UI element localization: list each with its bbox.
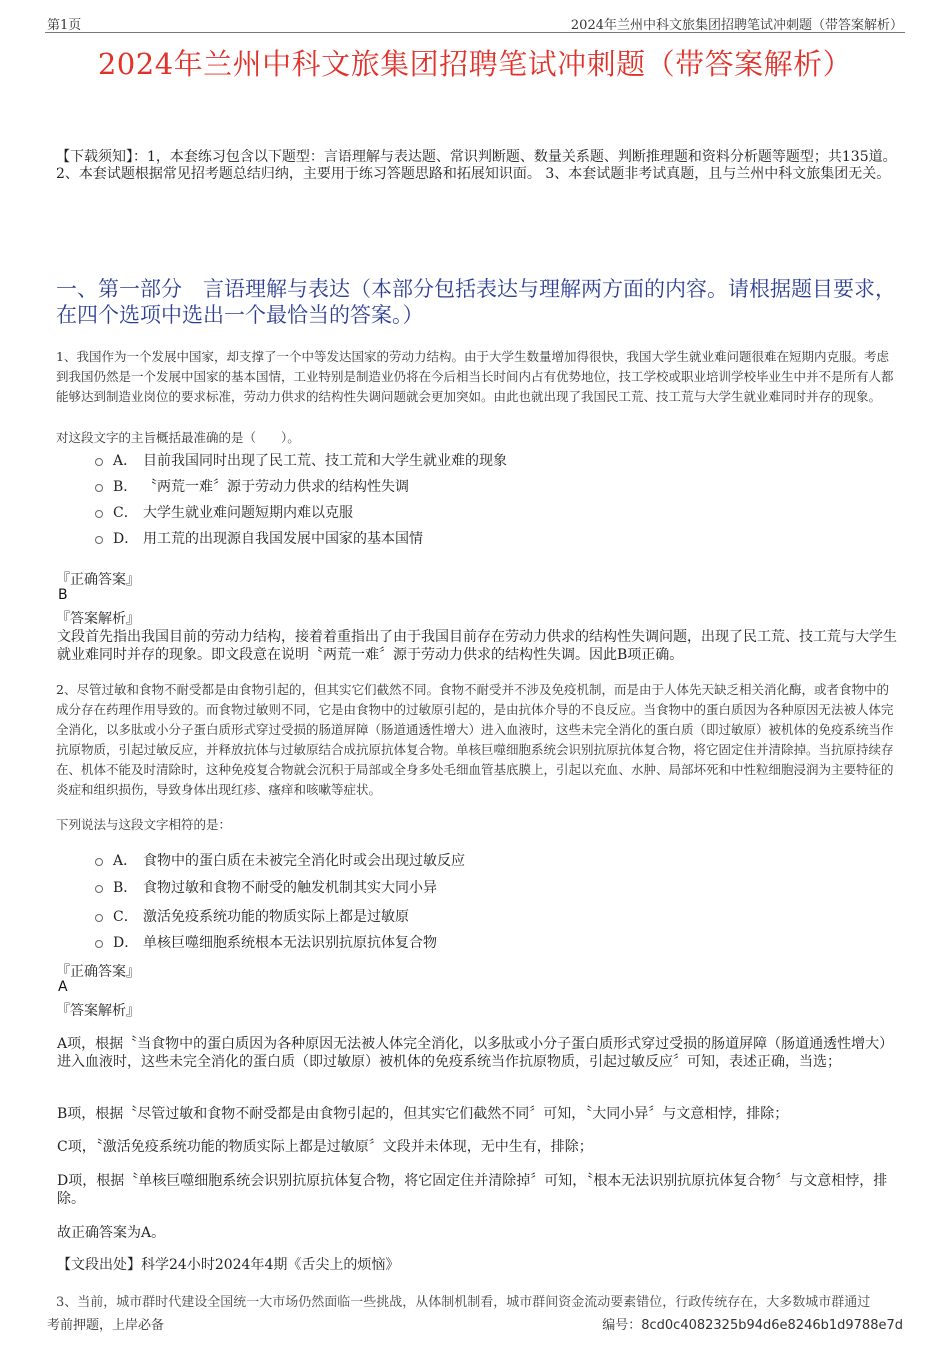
radio-icon[interactable] — [95, 484, 103, 492]
radio-icon[interactable] — [95, 458, 103, 466]
footer-id-code: 8cd0c4082325b94d6e8246b1d9788e7d — [641, 1318, 903, 1333]
radio-icon[interactable] — [95, 940, 103, 948]
option-letter: A． — [113, 453, 138, 469]
option-text: 食物中的蛋白质在未被完全消化时或会出现过敏反应 — [143, 853, 465, 869]
option-text: 目前我国同时出现了民工荒、技工荒和大学生就业难的现象 — [143, 453, 507, 469]
option-letter: A． — [113, 853, 138, 869]
option-text: 单核巨噬细胞系统根本无法识别抗原抗体复合物 — [143, 935, 437, 951]
q2-source: 【文段出处】科学24小时2024年4期《舌尖上的烦恼》 — [57, 1257, 400, 1273]
radio-icon[interactable] — [95, 885, 103, 893]
running-title: 2024年兰州中科文旅集团招聘笔试冲刺题（带答案解析） — [570, 18, 903, 33]
question-3-partial: 3、当前，城市群时代建设全国统一大市场仍然面临一些挑战，从体制机制看，城市群间资金流动要素错位，行政传统存在，大多数城市群通过 — [56, 1295, 871, 1310]
q2-conclusion: 故正确答案为A。 — [57, 1225, 166, 1241]
option-letter: D． — [113, 935, 139, 951]
radio-icon[interactable] — [95, 510, 103, 518]
question-1-stem: 对这段文字的主旨概括最准确的是（ ）。 — [56, 430, 300, 445]
q2-analysis-a: A项，根据〝当食物中的蛋白质因为各种原因无法被人体完全消化，以多肽或小分子蛋白质形式穿过受损的肠道屏障（肠道通透性增大）进入血液时，这些未完全消化的蛋白质（即过敏原）被机体的免疫系统当作抗原物质，引起过敏反应〞可知，表述正确，当选； — [57, 1036, 894, 1070]
footer-id — [602, 1314, 903, 1333]
question-2-stem: 下列说法与这段文字相符的是： — [56, 817, 232, 832]
option-text: 〝两荒一难〞源于劳动力供求的结构性失调 — [143, 479, 409, 495]
question-1-text: 1、我国作为一个发展中国家，却支撑了一个中等发达国家的劳动力结构。由于大学生数量增加得很快，我国大学生就业难问题很难在短期内克服。考虑到我国仍然是一个发展中国家的基本国情，工业特别是制造业仍将在今后相当长时间内占有优势地位，技工学校或职业培训学校毕业生中并不是所有人都能够达到制造业岗位的要求标准，劳动力供求的结构性失调问题就会更加突如。由此也就出现了我国民工荒、技工荒与大学生就业难同时并存的现象。 — [56, 349, 894, 404]
q1-analysis-label: 『答案解析』 — [56, 611, 140, 627]
q1-answer: B — [58, 587, 68, 603]
q1-option-c[interactable] — [95, 502, 353, 522]
q2-analysis-d: D项，根据〝单核巨噬细胞系统会识别抗原抗体复合物，将它固定住并清除掉〞可知，〝根本无法识别抗原抗体复合物〞与文意相悖，排除。 — [57, 1173, 888, 1207]
q2-option-b[interactable] — [95, 877, 437, 897]
q2-option-c[interactable] — [95, 906, 409, 926]
option-text: 食物过敏和食物不耐受的触发机制其实大同小异 — [143, 880, 437, 896]
q2-analysis-c: C项，〝激活免疫系统功能的物质实际上都是过敏原〞文段并未体现，无中生有，排除； — [57, 1139, 593, 1155]
footer-id-label: 编号： — [602, 1318, 642, 1333]
header-divider — [45, 32, 905, 33]
q2-analysis-label: 『答案解析』 — [56, 1003, 140, 1019]
download-notice: 【下载须知】：1，本套练习包含以下题型：言语理解与表达题、常识判断题、数量关系题、判断推理题和资料分析题等题型；共135道。 2、本套试题根据常见招考题总结归纳，主要用于练习答题思路和拓展知识面。 3、本套试题非考试真题，且与兰州中科文旅集团无关。 — [56, 149, 897, 182]
option-letter: B． — [113, 880, 138, 896]
q2-analysis-b: B项，根据〝尽管过敏和食物不耐受都是由食物引起的，但其实它们截然不同〞可知，〝大同小异〞与文意相悖，排除； — [57, 1106, 789, 1122]
q1-option-a[interactable] — [95, 450, 507, 470]
radio-icon[interactable] — [95, 914, 103, 922]
option-letter: C． — [113, 909, 138, 925]
section-heading: 一、第一部分 言语理解与表达（本部分包括表达与理解两方面的内容。请根据题目要求，在四个选项中选出一个最恰当的答案。） — [56, 277, 896, 327]
footer-slogan: 考前押题，上岸必备 — [47, 1318, 165, 1333]
radio-icon[interactable] — [95, 536, 103, 544]
page-number: 第1页 — [47, 18, 82, 33]
q1-option-d[interactable] — [95, 528, 423, 548]
option-text: 用工荒的出现源自我国发展中国家的基本国情 — [143, 531, 423, 547]
q1-answer-label: 『正确答案』 — [56, 572, 140, 588]
q2-answer-label: 『正确答案』 — [56, 964, 140, 980]
q2-answer: A — [58, 979, 68, 995]
option-letter: C． — [113, 505, 138, 521]
q1-analysis: 文段首先指出我国目前的劳动力结构，接着着重指出了由于我国目前存在劳动力供求的结构性失调问题，出现了民工荒、技工荒与大学生就业难同时并存的现象。即文段意在说明〝两荒一难〞源于劳动力供求的结构性失调。因此B项正确。 — [57, 629, 897, 663]
question-2-text: 2、尽管过敏和食物不耐受都是由食物引起的，但其实它们截然不同。食物不耐受并不涉及免疫机制，而是由于人体先天缺乏相关消化酶，或者食物中的成分存在药理作用导致的。而食物过敏则不同，它是由食物中的过敏原引起的，是由抗体介导的不良反应。当食物中的蛋白质因为各种原因无法被人体完全消化，以多肽或小分子蛋白质形式穿过受损的肠道屏障（肠道通透性增大）进入血液时，这些未完全消化的蛋白质（即过敏原）被机体的免疫系统当作抗原物质，引起过敏反应，并释放抗体与过敏原结合成抗原抗体复合物。单核巨噬细胞系统会识别抗原抗体复合物，将它固定住并清除掉。当抗原持续存在、机体不能及时清除时，这种免疫复合物就会沉积于局部或全身多处毛细血管基底膜上，引起以充血、水肿、局部坏死和中性粒细胞浸润为主要特征的炎症和组织损伤，导致身体出现红疹、瘙痒和咳嗽等症状。 — [56, 682, 894, 797]
q1-option-b[interactable] — [95, 476, 409, 496]
page-title: 2024年兰州中科文旅集团招聘笔试冲刺题（带答案解析） — [97, 47, 853, 81]
option-letter: B． — [113, 479, 138, 495]
option-letter: D． — [113, 531, 139, 547]
option-text: 激活免疫系统功能的物质实际上都是过敏原 — [143, 909, 409, 925]
q2-option-d[interactable] — [95, 932, 437, 952]
radio-icon[interactable] — [95, 858, 103, 866]
option-text: 大学生就业难问题短期内难以克服 — [143, 505, 353, 521]
q2-option-a[interactable] — [95, 850, 465, 870]
